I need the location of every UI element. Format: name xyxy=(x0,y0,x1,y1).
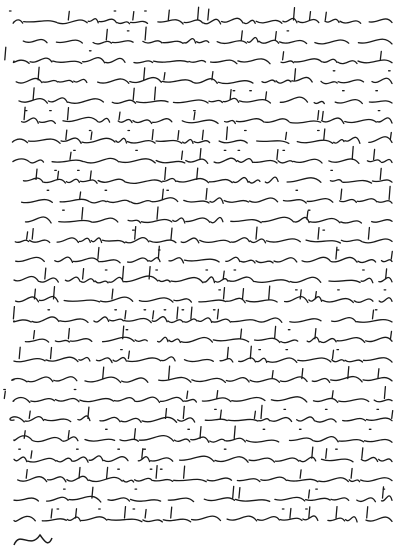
handwritten-line xyxy=(16,246,393,263)
handwritten-line xyxy=(16,286,392,303)
handwritten-stroke xyxy=(18,466,392,482)
handwritten-stroke xyxy=(14,447,392,462)
handwritten-stroke xyxy=(16,286,392,303)
page-end-mark xyxy=(14,535,52,545)
handwritten-line xyxy=(24,168,393,184)
handwritten-stroke xyxy=(16,246,393,263)
handwritten-line xyxy=(22,186,392,203)
handwritten-line xyxy=(14,507,392,522)
handwritten-stroke xyxy=(5,47,392,63)
handwritten-line xyxy=(19,87,392,103)
handwritten-line xyxy=(12,366,392,382)
handwritten-line xyxy=(12,127,392,143)
handwritten-stroke xyxy=(23,27,392,44)
handwritten-stroke xyxy=(15,227,392,243)
handwritten-stroke xyxy=(13,147,392,164)
handwritten-stroke xyxy=(26,207,393,223)
handwritten-stroke xyxy=(16,67,392,83)
handwritten-line xyxy=(14,266,392,282)
handwritten-stroke xyxy=(22,186,392,203)
handwritten-line xyxy=(18,466,392,482)
handwritten-line xyxy=(15,227,392,243)
handwritten-stroke xyxy=(25,326,392,343)
handwritten-line xyxy=(14,447,392,462)
handwritten-line xyxy=(14,346,392,362)
handwritten-stroke xyxy=(14,266,392,282)
handwritten-stroke xyxy=(12,366,392,382)
handwritten-line xyxy=(16,67,392,83)
handwritten-stroke xyxy=(14,507,392,522)
handwritten-line xyxy=(5,47,392,63)
handwritten-line xyxy=(14,426,392,442)
handwritten-stroke xyxy=(24,168,393,184)
handwritten-line xyxy=(10,7,393,24)
handwritten-line xyxy=(26,207,393,223)
handwritten-stroke xyxy=(14,426,392,442)
handwritten-line xyxy=(22,107,392,123)
handwritten-stroke xyxy=(12,127,392,143)
handwritten-line xyxy=(10,405,393,422)
handwritten-line xyxy=(4,387,392,403)
handwritten-line xyxy=(23,27,392,44)
handwritten-line xyxy=(13,147,392,164)
handwritten-stroke xyxy=(10,7,393,24)
handwritten-stroke xyxy=(10,405,393,422)
handwritten-line xyxy=(13,307,392,323)
handwritten-stroke xyxy=(14,486,392,502)
handwritten-line xyxy=(14,486,392,502)
handwritten-stroke xyxy=(13,307,392,323)
handwritten-stroke xyxy=(4,387,392,403)
handwritten-stroke xyxy=(14,346,392,362)
handwritten-line xyxy=(25,326,392,343)
handwritten-stroke xyxy=(19,87,392,103)
handwritten-stroke xyxy=(22,107,392,123)
